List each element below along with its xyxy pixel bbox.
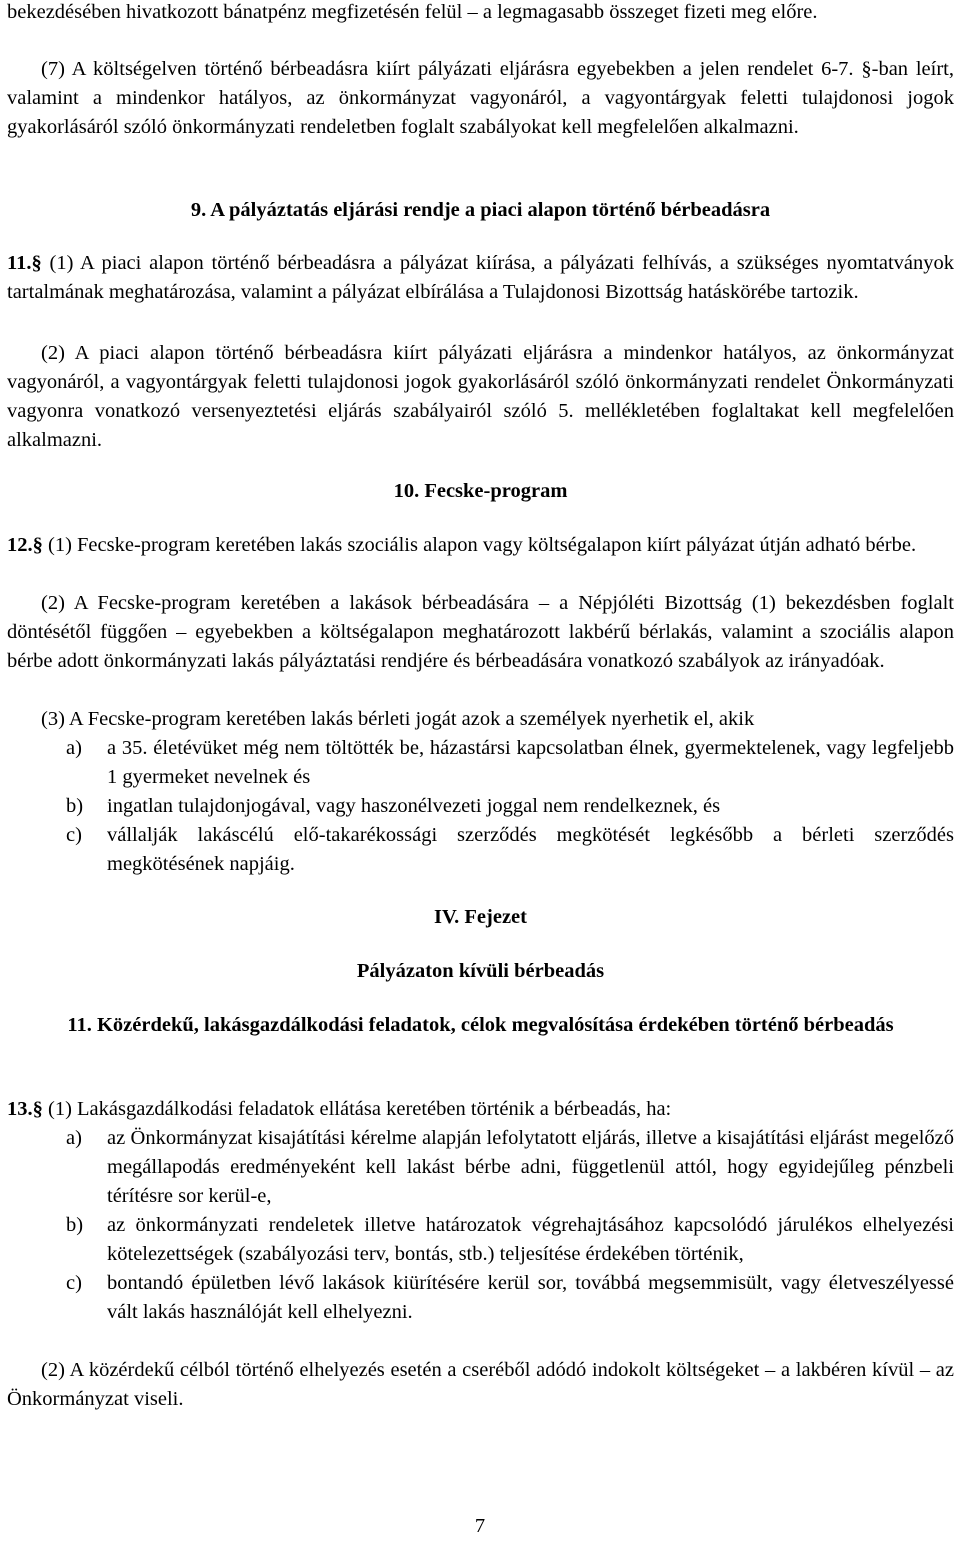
list-item-text: ingatlan tulajdonjogával, vagy haszonélvezeti joggal nem rendelkeznek, és (107, 795, 721, 817)
list-item-text: az Önkormányzat kisajátítási kérelme alapján lefolytatott eljárás, illetve a kisajátítási eljárást megelőző megállapodás eredményeként kell lakást bérbe adni, függetlenül attól, hogy egyidejűleg pénzbeli térítésre sor kerül-e, (107, 1127, 954, 1207)
page-number: 7 (474, 1515, 486, 1537)
list-item-text: az önkormányzati rendeletek illetve határozatok végrehajtásához kapcsolódó járulékos elhelyezési kötelezettségek (szabályozási terv, bontás, stb.) teljesítése érdekében történik, (107, 1214, 954, 1265)
section-13-conditions-list (7, 1124, 954, 1327)
list-item-marker: a) (66, 1127, 82, 1149)
section-9-heading: 9. A pályáztatás eljárási rendje a piaci alapon történő bérbeadásra (190, 199, 771, 221)
section-13-text-1: (1) Lakásgazdálkodási feladatok ellátása keretében történik a bérbeadás, ha: (42, 1098, 672, 1120)
list-item-marker: a) (66, 737, 82, 759)
list-item-text: vállalják lakáscélú elő-takarékossági szerződés megkötését legkésőbb a bérleti szerződés megkötésének napjáig. (107, 824, 954, 875)
section-13-paragraph-2: (2) A közérdekű célból történő elhelyezés esetén a cseréből adódó indokolt költségeket – a lakbéren kívül – az Önkormányzat viseli. (7, 1359, 954, 1410)
section-11-text-1: (1) A piaci alapon történő bérbeadásra a pályázat kiírása, a pályázati felhívás, a szükséges nyomtatványok tartalmának meghatározása, valamint a pályázat elbírálása a Tulajdonosi Bizottság hatáskörébe tartozik. (7, 252, 954, 303)
list-item (7, 1269, 954, 1327)
fecske-conditions-list (7, 734, 954, 879)
list-item-marker: b) (66, 795, 84, 817)
list-item (7, 1211, 954, 1269)
list-item (7, 734, 954, 792)
continuation-paragraph: bekezdésében hivatkozott bánatpénz megfizetésén felül – a legmagasabb összeget fizeti meg előre. (7, 1, 818, 23)
section-12-paragraph-3: (3) A Fecske-program keretében lakás bérleti jogát azok a személyek nyerhetik el, akik (41, 708, 755, 730)
list-item (7, 1124, 954, 1211)
chapter-4-heading: IV. Fejezet (434, 906, 527, 928)
section-13-number: 13.§ (7, 1098, 43, 1120)
list-item-marker: c) (66, 1272, 82, 1294)
list-item-marker: b) (66, 1214, 84, 1236)
section-10-heading: 10. Fecske-program (393, 480, 568, 502)
section-12-paragraph-1 (7, 531, 954, 560)
section-11-heading: 11. Közérdekű, lakásgazdálkodási feladatok, célok megvalósítása érdekében történő bérbeadás (67, 1014, 894, 1036)
section-12-paragraph-2: (2) A Fecske-program keretében a lakások bérbeadására – a Népjóléti Bizottság (1) bekezdésben foglalt döntésétől függően – egyebekben a költségalapon meghatározott lakbérű bérlakás, valamint a szociális alapon bérbe adott önkormányzati lakás pályáztatási rendjére és bérbeadására vonatkozó szabályok az irányadóak. (7, 592, 954, 672)
section-13-paragraph-1 (7, 1095, 954, 1124)
list-item (7, 792, 954, 821)
section-12-text-1: (1) Fecske-program keretében lakás szociális alapon vagy költségalapon kiírt pályázat útján adható bérbe. (42, 534, 917, 556)
list-item-text: a 35. életévüket még nem töltötték be, házastársi kapcsolatban élnek, gyermektelenek, vagy legfeljebb 1 gyermeket nevelnek és (107, 737, 954, 788)
list-item-marker: c) (66, 824, 82, 846)
section-11-number: 11.§ (7, 252, 42, 274)
section-11-paragraph-2: (2) A piaci alapon történő bérbeadásra kiírt pályázati eljárásra a mindenkor hatályos, az önkormányzat vagyonáról, a vagyontárgyak feletti tulajdonosi jogok gyakorlásáról szóló önkormányzati rendelet Önkormányzati vagyonra vonatkozó versenyeztetési eljárás szabályairól szóló 5. mellékletében foglaltakat kell megfelelően alkalmazni. (7, 342, 954, 451)
paragraph-7: (7) A költségelven történő bérbeadásra kiírt pályázati eljárásra egyebekben a jelen rendelet 6-7. §-ban leírt, valamint a mindenkor hatályos, az önkormányzat vagyonáról, a vagyontárgyak feletti tulajdonosi jogok gyakorlásáról szóló önkormányzati rendeletben foglalt szabályokat kell megfelelően alkalmazni. (7, 58, 954, 138)
list-item-text: bontandó épületben lévő lakások kiürítésére kerül sor, továbbá megsemmisült, vagy életveszélyessé vált lakás használóját kell elhelyezni. (107, 1272, 954, 1323)
section-12-number: 12.§ (7, 534, 43, 556)
section-11-paragraph-1 (7, 249, 954, 307)
list-item (7, 821, 954, 879)
chapter-4-title: Pályázaton kívüli bérbeadás (356, 960, 605, 982)
